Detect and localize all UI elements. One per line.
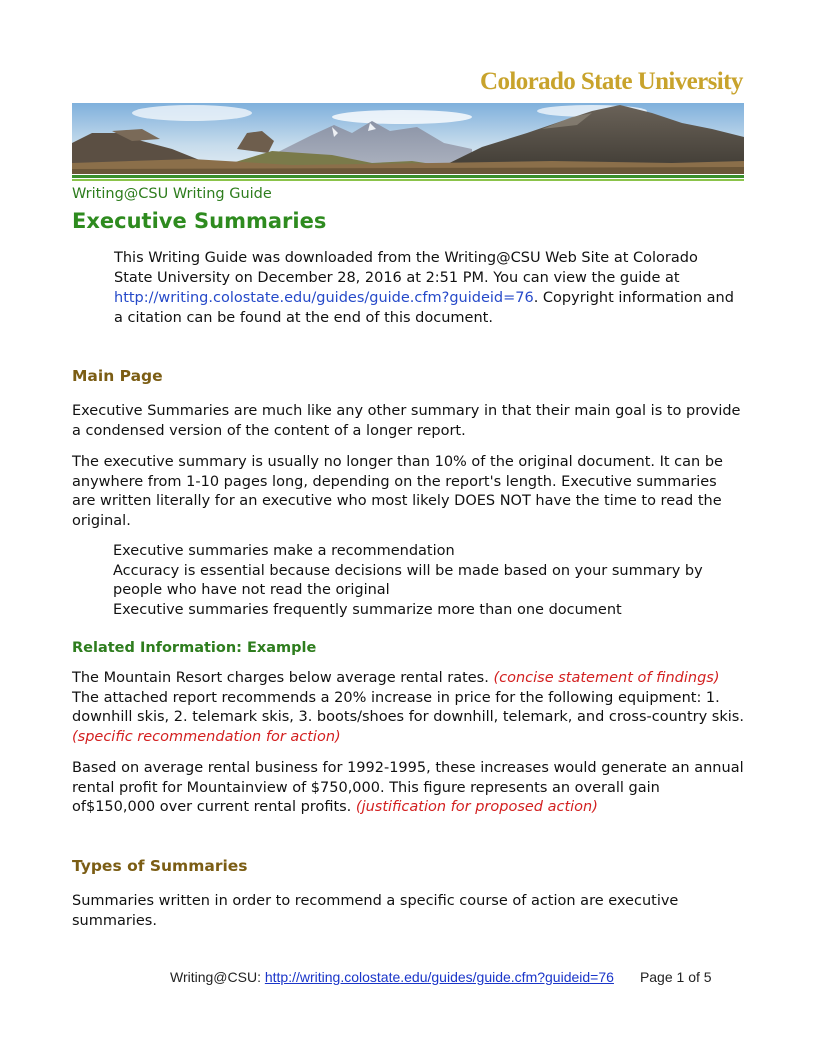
example-paragraph-2: [72, 759, 744, 818]
types-heading: Types of Summaries: [72, 857, 248, 875]
key-points-list: [113, 542, 733, 620]
main-page-heading: Main Page: [72, 367, 163, 385]
intro-text: This Writing Guide was downloaded from the Writing@CSU Web Site at Colorado State University on December 28, 2016 at 2:51 PM. You can view the guide at: [114, 250, 698, 286]
types-paragraph: Summaries written in order to recommend a specific course of action are executive summaries.: [72, 893, 679, 929]
intro-text-end: . Copyright information and a citation can be found at the end of this document.: [114, 290, 734, 326]
guide-label: Writing@CSU Writing Guide: [72, 186, 272, 202]
example-text: Based on average rental business for 1992-1995, these increases would generate an annual rental profit for Mountainview of $750,000. This figure represents an overall gain of$150,000 over current rental profits.: [72, 760, 744, 815]
related-info-heading: Related Information: Example: [72, 640, 317, 656]
footer-label: Writing@CSU:: [170, 969, 265, 985]
list-item: Executive summaries make a recommendation: [113, 543, 455, 559]
main-paragraph-2: The executive summary is usually no longer than 10% of the original document. It can be anywhere from 1-10 pages long, depending on the report's length. Executive summaries are written literally for an executive who most likely DOES NOT have the time to read the original.: [72, 454, 723, 529]
footer-link[interactable]: http://writing.colostate.edu/guides/guide.cfm?guideid=76: [264, 969, 614, 985]
page-number: Page 1 of 5: [639, 969, 712, 985]
example-text: The Mountain Resort charges below average rental rates.: [72, 670, 494, 686]
header-rule-light: [72, 179, 744, 181]
annotation-justification: (justification for proposed action): [355, 799, 598, 815]
annotation-recommendation: (specific recommendation for action): [72, 728, 341, 745]
list-item: Accuracy is essential because decisions will be made based on your summary by people who have not read the original: [113, 562, 703, 598]
page-footer: [170, 969, 712, 985]
header-rule: [72, 175, 744, 178]
mountain-banner-image: [72, 103, 744, 174]
list-item: Executive summaries frequently summarize more than one document: [113, 601, 622, 618]
example-paragraph-1: [72, 669, 744, 747]
annotation-findings: (concise statement of findings): [493, 670, 720, 686]
guide-link[interactable]: http://writing.colostate.edu/guides/guide.cfm?guideid=76: [114, 290, 534, 306]
university-logo: Colorado State University: [480, 68, 743, 95]
main-paragraph-1: Executive Summaries are much like any other summary in that their main goal is to provide a condensed version of the content of a longer report.: [72, 403, 741, 439]
document-title: Executive Summaries: [72, 209, 327, 233]
download-notice: [114, 248, 734, 328]
example-text: The attached report recommends a 20% increase in price for the following equipment: 1. downhill skis, 2. telemark skis, 3. boots/shoes for downhill, telemark, and cross-country skis.: [72, 689, 744, 725]
